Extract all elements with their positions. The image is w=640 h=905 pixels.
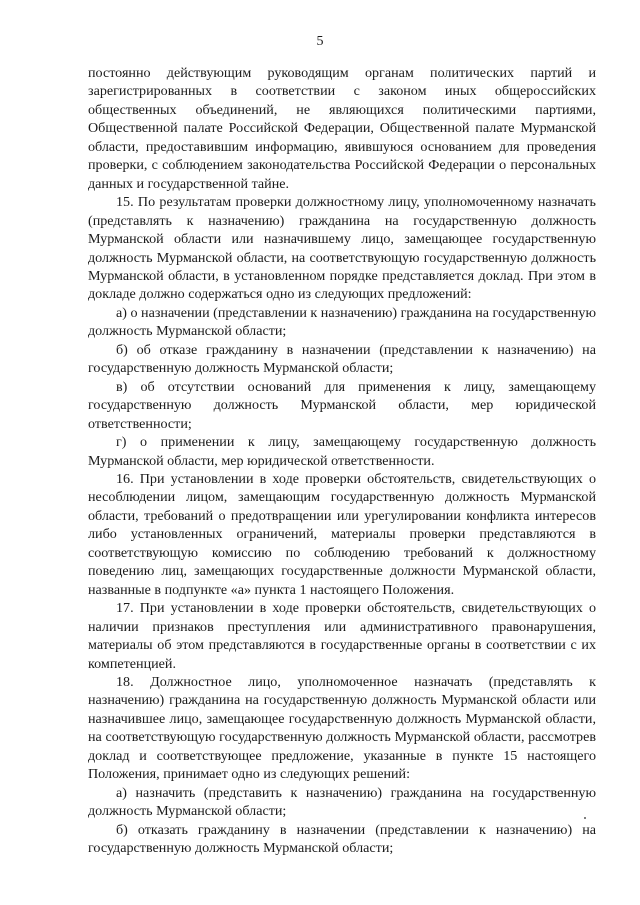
scan-speck (584, 817, 586, 819)
paragraph-item-15-g: г) о применении к лицу, замещающему государственную должность Мурманской области, мер юридической ответственности. (88, 434, 596, 469)
document-body (88, 64, 596, 857)
paragraph-item-18-a: а) назначить (представить к назначению) гражданина на государственную должность Мурманской области; (88, 784, 596, 820)
paragraph-item-18-b: б) отказать гражданину в назначении (представлении к назначению) на государственную должность Мурманской области; (88, 821, 596, 857)
paragraph-item-16: 16. При установлении в ходе проверки обстоятельств, свидетельствующих о несоблюдении лицом, замещающим государственную должность Мурманской области, требований о предотвращении или урегулировании конфликта интересов либо установленных ограничений, материалы проверки представляются в соответствующую комиссию по соблюдению требований к должностному поведению лиц, замещающих государственные должности Мурманской области, названные в подпункте «а» пункта 1 настоящего Положения. (88, 470, 596, 598)
paragraph-item-15: 15. По результатам проверки должностному лицу, уполномоченному назначать (представлять к назначению) гражданина на государственную должность Мурманской области или назначившему лицо, замещающее государственную должность Мурманской области, на соответствующую государственную должность Мурманской области, в установленном порядке представляется доклад. При этом в докладе должно содержаться одно из следующих предложений: (88, 194, 596, 303)
page-number: 5 (316, 34, 324, 49)
paragraph-continuation: постоянно действующим руководящим органам политических партий и зарегистрированных в соответствии с законом иных общероссийских общественных объединений, не являющихся политическими партиями, Общественной палате Российской Федерации, Общественной палате Мурманской области, предоставившим информацию, явившуюся основанием для проведения проверки, с соблюдением законодательства Российской Федерации о персональных данных и государственной тайне. (88, 65, 596, 192)
paragraph-item-15-b: б) об отказе гражданину в назначении (представлении к назначению) на государственную должность Мурманской области; (88, 341, 596, 377)
paragraph-item-15-v: в) об отсутствии оснований для применения к лицу, замещающему государственную должность Мурманской области, мер юридической ответственности; (88, 378, 596, 432)
paragraph-item-17: 17. При установлении в ходе проверки обстоятельств, свидетельствующих о наличии признаков преступления или административного правонарушения, материалы об этом представляются в государственные органы в соответствии с их компетенцией. (88, 600, 596, 672)
paragraph-item-18: 18. Должностное лицо, уполномоченное назначать (представлять к назначению) гражданина на государственную должность Мурманской области или назначившее лицо, замещающее государственную должность Мурманской области, на соответствующую государственную должность Мурманской области, рассмотрев доклад и соответствующее предложение, указанные в пункте 15 настоящего Положения, принимает одно из следующих решений: (88, 673, 596, 783)
paragraph-item-15-a: а) о назначении (представлении к назначению) гражданина на государственную должность Мурманской области; (88, 304, 596, 340)
